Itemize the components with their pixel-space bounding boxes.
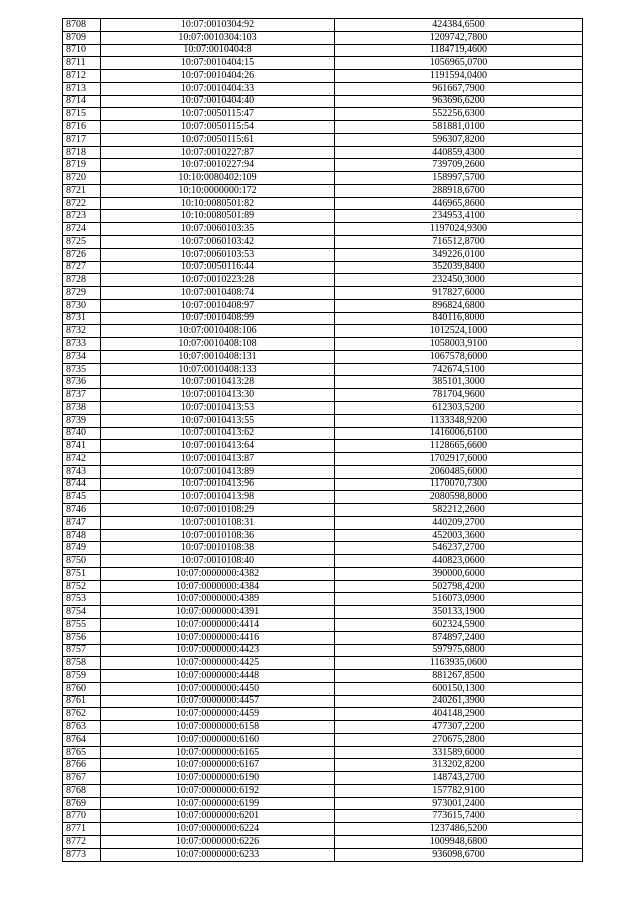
cadastral-number: 10:07:0000000:4448: [101, 670, 335, 683]
table-row: [63, 70, 583, 83]
cadastral-value: 352039,8400: [335, 261, 583, 274]
table-row: [63, 606, 583, 619]
cadastral-number: 10:10:0080501:89: [101, 210, 335, 223]
row-number: 8725: [63, 236, 101, 249]
row-number: 8768: [63, 784, 101, 797]
cadastral-number: 10:07:0010413:62: [101, 427, 335, 440]
cadastral-value: 270675,2800: [335, 733, 583, 746]
row-number: 8721: [63, 184, 101, 197]
row-number: 8727: [63, 261, 101, 274]
cadastral-number: 10:07:0010304:103: [101, 31, 335, 44]
table-row: [63, 31, 583, 44]
cadastral-value: 961667,7900: [335, 82, 583, 95]
cadastral-number: 10:07:0000000:4389: [101, 593, 335, 606]
cadastral-value: 440209,2700: [335, 516, 583, 529]
cadastral-value: 516073,0900: [335, 593, 583, 606]
row-number: 8714: [63, 95, 101, 108]
cadastral-value: 446965,8600: [335, 197, 583, 210]
row-number: 8763: [63, 721, 101, 734]
table-row: [63, 848, 583, 861]
row-number: 8718: [63, 146, 101, 159]
cadastral-number: 10:07:0000000:6190: [101, 772, 335, 785]
cadastral-number: 10:07:0010413:64: [101, 440, 335, 453]
cadastral-value: 716512,8700: [335, 236, 583, 249]
cadastral-value: 773615,7400: [335, 810, 583, 823]
row-number: 8753: [63, 593, 101, 606]
cadastral-value: 157782,9100: [335, 784, 583, 797]
table-row: [63, 236, 583, 249]
row-number: 8751: [63, 567, 101, 580]
cadastral-number: 10:07:0060103:42: [101, 236, 335, 249]
cadastral-value: 1702917,6000: [335, 453, 583, 466]
table-row: [63, 491, 583, 504]
cadastral-number: 10:07:0010404:15: [101, 57, 335, 70]
cadastral-number: 10:07:0010404:26: [101, 70, 335, 83]
cadastral-number: 10:07:0010408:97: [101, 299, 335, 312]
table-row: [63, 363, 583, 376]
cadastral-number: 10:07:0010408:133: [101, 363, 335, 376]
table-row: [63, 593, 583, 606]
table-row: [63, 133, 583, 146]
row-number: 8723: [63, 210, 101, 223]
cadastral-number: 10:07:0010408:74: [101, 287, 335, 300]
table-row: [63, 197, 583, 210]
table-row: [63, 172, 583, 185]
table-row: [63, 19, 583, 32]
row-number: 8715: [63, 108, 101, 121]
cadastral-value: 963696,6200: [335, 95, 583, 108]
cadastral-value: 1209742,7800: [335, 31, 583, 44]
cadastral-value: 552256,6300: [335, 108, 583, 121]
cadastral-value: 477307,2200: [335, 721, 583, 734]
row-number: 8767: [63, 772, 101, 785]
row-number: 8749: [63, 542, 101, 555]
cadastral-value: 1416006,6100: [335, 427, 583, 440]
table-row: [63, 721, 583, 734]
cadastral-value: 424384,6500: [335, 19, 583, 32]
cadastral-number: 10:07:0010408:108: [101, 338, 335, 351]
cadastral-number: 10:07:0010408:99: [101, 312, 335, 325]
table-row: [63, 657, 583, 670]
row-number: 8772: [63, 836, 101, 849]
cadastral-value: 1184719,4600: [335, 44, 583, 57]
cadastral-value: 331589,6000: [335, 746, 583, 759]
cadastral-value: 781704,9600: [335, 389, 583, 402]
cadastral-number: 10:07:0010108:36: [101, 529, 335, 542]
cadastral-number: 10:07:0010408:106: [101, 325, 335, 338]
table-row: [63, 670, 583, 683]
table-row: [63, 389, 583, 402]
cadastral-value: 404148,2900: [335, 708, 583, 721]
table-row: [63, 644, 583, 657]
row-number: 8764: [63, 733, 101, 746]
cadastral-value: 739709,2600: [335, 159, 583, 172]
cadastral-value: 234953,4100: [335, 210, 583, 223]
cadastral-value: 440823,0600: [335, 555, 583, 568]
table-row: [63, 57, 583, 70]
cadastral-number: 10:07:0000000:4391: [101, 606, 335, 619]
table-row: [63, 274, 583, 287]
row-number: 8716: [63, 121, 101, 134]
table-row: [63, 529, 583, 542]
table-row: [63, 733, 583, 746]
row-number: 8748: [63, 529, 101, 542]
table-row: [63, 44, 583, 57]
table-row: [63, 427, 583, 440]
table-row: [63, 516, 583, 529]
table-row: [63, 797, 583, 810]
row-number: 8766: [63, 759, 101, 772]
cadastral-number: 10:07:0000000:4457: [101, 695, 335, 708]
cadastral-value: 1058003,9100: [335, 338, 583, 351]
cadastral-number: 10:07:0010413:55: [101, 414, 335, 427]
cadastral-number: 10:07:0050116:44: [101, 261, 335, 274]
cadastral-number: 10:07:0010413:89: [101, 465, 335, 478]
row-number: 8724: [63, 223, 101, 236]
cadastral-value: 1191594,0400: [335, 70, 583, 83]
row-number: 8741: [63, 440, 101, 453]
table-row: [63, 695, 583, 708]
table-row: [63, 312, 583, 325]
cadastral-number: 10:07:0000000:6165: [101, 746, 335, 759]
cadastral-number: 10:07:0000000:6199: [101, 797, 335, 810]
cadastral-value: 581881,0100: [335, 121, 583, 134]
table-row: [63, 440, 583, 453]
cadastral-number: 10:07:0060103:53: [101, 248, 335, 261]
cadastral-value: 1170070,7300: [335, 478, 583, 491]
cadastral-number: 10:07:0050115:47: [101, 108, 335, 121]
table-row: [63, 478, 583, 491]
cadastral-number: 10:07:0000000:4425: [101, 657, 335, 670]
table-row: [63, 82, 583, 95]
cadastral-value: 1197024,9300: [335, 223, 583, 236]
cadastral-number: 10:07:0000000:6192: [101, 784, 335, 797]
cadastral-value: 385101,3000: [335, 376, 583, 389]
cadastral-value: 881267,8500: [335, 670, 583, 683]
table-row: [63, 746, 583, 759]
table-row: [63, 350, 583, 363]
cadastral-value: 874897,2400: [335, 631, 583, 644]
row-number: 8744: [63, 478, 101, 491]
cadastral-value: 240261,3900: [335, 695, 583, 708]
row-number: 8720: [63, 172, 101, 185]
cadastral-number: 10:07:0010413:53: [101, 401, 335, 414]
cadastral-value: 1009948,6800: [335, 836, 583, 849]
row-number: 8773: [63, 848, 101, 861]
row-number: 8742: [63, 453, 101, 466]
row-number: 8729: [63, 287, 101, 300]
cadastral-value: 602324,5900: [335, 618, 583, 631]
cadastral-value: 1133348,9200: [335, 414, 583, 427]
cadastral-value: 1128665,6600: [335, 440, 583, 453]
cadastral-number: 10:07:0010108:40: [101, 555, 335, 568]
cadastral-value: 313202,8200: [335, 759, 583, 772]
row-number: 8760: [63, 682, 101, 695]
row-number: 8739: [63, 414, 101, 427]
cadastral-value: 350133,1900: [335, 606, 583, 619]
table-row: [63, 401, 583, 414]
cadastral-number: 10:07:0000000:4459: [101, 708, 335, 721]
cadastral-value: 502798,4200: [335, 580, 583, 593]
row-number: 8759: [63, 670, 101, 683]
row-number: 8713: [63, 82, 101, 95]
table-row: [63, 810, 583, 823]
table-row: [63, 121, 583, 134]
cadastral-number: 10:07:0010413:30: [101, 389, 335, 402]
cadastral-number: 10:07:0000000:4414: [101, 618, 335, 631]
table-row: [63, 631, 583, 644]
table-row: [63, 682, 583, 695]
table-row: [63, 146, 583, 159]
cadastral-number: 10:07:0010227:87: [101, 146, 335, 159]
row-number: 8717: [63, 133, 101, 146]
row-number: 8732: [63, 325, 101, 338]
row-number: 8731: [63, 312, 101, 325]
cadastral-value: 158997,5700: [335, 172, 583, 185]
table-row: [63, 823, 583, 836]
cadastral-number: 10:07:0010227:94: [101, 159, 335, 172]
table-row: [63, 772, 583, 785]
cadastral-value: 1237486,5200: [335, 823, 583, 836]
cadastral-value: 582212,2600: [335, 504, 583, 517]
row-number: 8737: [63, 389, 101, 402]
row-number: 8758: [63, 657, 101, 670]
cadastral-number: 10:07:0050115:61: [101, 133, 335, 146]
row-number: 8747: [63, 516, 101, 529]
cadastral-number: 10:07:0050115:54: [101, 121, 335, 134]
table-row: [63, 159, 583, 172]
cadastral-value: 232450,3000: [335, 274, 583, 287]
cadastral-number: 10:07:0010413:28: [101, 376, 335, 389]
cadastral-number: 10:07:0000000:6201: [101, 810, 335, 823]
cadastral-number: 10:07:0010404:40: [101, 95, 335, 108]
table-row: [63, 465, 583, 478]
table-row: [63, 223, 583, 236]
row-number: 8738: [63, 401, 101, 414]
row-number: 8743: [63, 465, 101, 478]
cadastral-value: 2060485,6000: [335, 465, 583, 478]
row-number: 8752: [63, 580, 101, 593]
cadastral-number: 10:07:0010413:96: [101, 478, 335, 491]
cadastral-value: 936098,6700: [335, 848, 583, 861]
table-row: [63, 338, 583, 351]
table-row: [63, 376, 583, 389]
cadastral-value: 742674,5100: [335, 363, 583, 376]
row-number: 8710: [63, 44, 101, 57]
table-row: [63, 248, 583, 261]
cadastral-number: 10:07:0000000:4416: [101, 631, 335, 644]
row-number: 8708: [63, 19, 101, 32]
table-row: [63, 287, 583, 300]
cadastral-number: 10:07:0010108:29: [101, 504, 335, 517]
cadastral-number: 10:07:0000000:6167: [101, 759, 335, 772]
row-number: 8770: [63, 810, 101, 823]
cadastral-value: 597975,6800: [335, 644, 583, 657]
row-number: 8733: [63, 338, 101, 351]
cadastral-value: 612303,5200: [335, 401, 583, 414]
row-number: 8745: [63, 491, 101, 504]
cadastral-value: 2080598,8000: [335, 491, 583, 504]
row-number: 8757: [63, 644, 101, 657]
cadastral-number: 10:07:0010413:98: [101, 491, 335, 504]
row-number: 8726: [63, 248, 101, 261]
table-row: [63, 567, 583, 580]
cadastral-value: 1163935,0600: [335, 657, 583, 670]
table-row: [63, 618, 583, 631]
table-row: [63, 184, 583, 197]
table-row: [63, 759, 583, 772]
cadastral-value: 1056965,0700: [335, 57, 583, 70]
cadastral-value: 440859,4300: [335, 146, 583, 159]
cadastral-value: 917827,6000: [335, 287, 583, 300]
cadastral-value: 1067578,6000: [335, 350, 583, 363]
cadastral-number: 10:07:0000000:4450: [101, 682, 335, 695]
cadastral-value: 1012524,1000: [335, 325, 583, 338]
table-row: [63, 542, 583, 555]
cadastral-number: 10:07:0010108:31: [101, 516, 335, 529]
cadastral-number: 10:07:0010108:38: [101, 542, 335, 555]
row-number: 8746: [63, 504, 101, 517]
cadastral-number: 10:07:0000000:4384: [101, 580, 335, 593]
cadastral-number: 10:07:0000000:6226: [101, 836, 335, 849]
cadastral-number: 10:07:0000000:6158: [101, 721, 335, 734]
cadastral-number: 10:10:0080402:109: [101, 172, 335, 185]
row-number: 8771: [63, 823, 101, 836]
cadastral-number: 10:10:0080501:82: [101, 197, 335, 210]
table-row: [63, 414, 583, 427]
cadastral-number: 10:07:0060103:35: [101, 223, 335, 236]
table-row: [63, 784, 583, 797]
cadastral-value: 452003,3600: [335, 529, 583, 542]
cadastral-value: 596307,8200: [335, 133, 583, 146]
row-number: 8730: [63, 299, 101, 312]
table-body: [63, 19, 583, 862]
cadastral-value: 288918,6700: [335, 184, 583, 197]
cadastral-number: 10:07:0010404:33: [101, 82, 335, 95]
row-number: 8756: [63, 631, 101, 644]
row-number: 8709: [63, 31, 101, 44]
cadastral-value: 546237,2700: [335, 542, 583, 555]
table-row: [63, 108, 583, 121]
cadastral-number: 10:07:0000000:4382: [101, 567, 335, 580]
row-number: 8754: [63, 606, 101, 619]
row-number: 8735: [63, 363, 101, 376]
cadastral-value: 148743,2700: [335, 772, 583, 785]
table-row: [63, 325, 583, 338]
row-number: 8740: [63, 427, 101, 440]
cadastral-number: 10:07:0010404:8: [101, 44, 335, 57]
table-row: [63, 555, 583, 568]
table-row: [63, 299, 583, 312]
cadastral-number: 10:07:0010223:28: [101, 274, 335, 287]
document-page: [62, 18, 582, 862]
row-number: 8762: [63, 708, 101, 721]
row-number: 8761: [63, 695, 101, 708]
table-row: [63, 210, 583, 223]
row-number: 8769: [63, 797, 101, 810]
cadastral-value: 973001,2400: [335, 797, 583, 810]
cadastral-value: 349226,0100: [335, 248, 583, 261]
row-number: 8728: [63, 274, 101, 287]
row-number: 8711: [63, 57, 101, 70]
row-number: 8755: [63, 618, 101, 631]
cadastral-number: 10:07:0000000:6224: [101, 823, 335, 836]
row-number: 8719: [63, 159, 101, 172]
cadastral-number: 10:07:0010408:131: [101, 350, 335, 363]
cadastral-number: 10:07:0000000:4423: [101, 644, 335, 657]
table-row: [63, 453, 583, 466]
row-number: 8712: [63, 70, 101, 83]
cadastral-value: 390000,6000: [335, 567, 583, 580]
cadastral-number: 10:07:0000000:6160: [101, 733, 335, 746]
table-row: [63, 836, 583, 849]
table-row: [63, 504, 583, 517]
cadastral-number: 10:10:0000000:172: [101, 184, 335, 197]
table-row: [63, 261, 583, 274]
table-row: [63, 708, 583, 721]
table-row: [63, 95, 583, 108]
table-row: [63, 580, 583, 593]
cadastral-number: 10:07:0010304:92: [101, 19, 335, 32]
row-number: 8750: [63, 555, 101, 568]
cadastral-number: 10:07:0000000:6233: [101, 848, 335, 861]
cadastral-number: 10:07:0010413:87: [101, 453, 335, 466]
row-number: 8765: [63, 746, 101, 759]
row-number: 8734: [63, 350, 101, 363]
row-number: 8722: [63, 197, 101, 210]
cadastral-value: 896824,6800: [335, 299, 583, 312]
cadastral-value: 840116,8000: [335, 312, 583, 325]
row-number: 8736: [63, 376, 101, 389]
cadastral-table: [62, 18, 583, 862]
cadastral-value: 600150,1300: [335, 682, 583, 695]
